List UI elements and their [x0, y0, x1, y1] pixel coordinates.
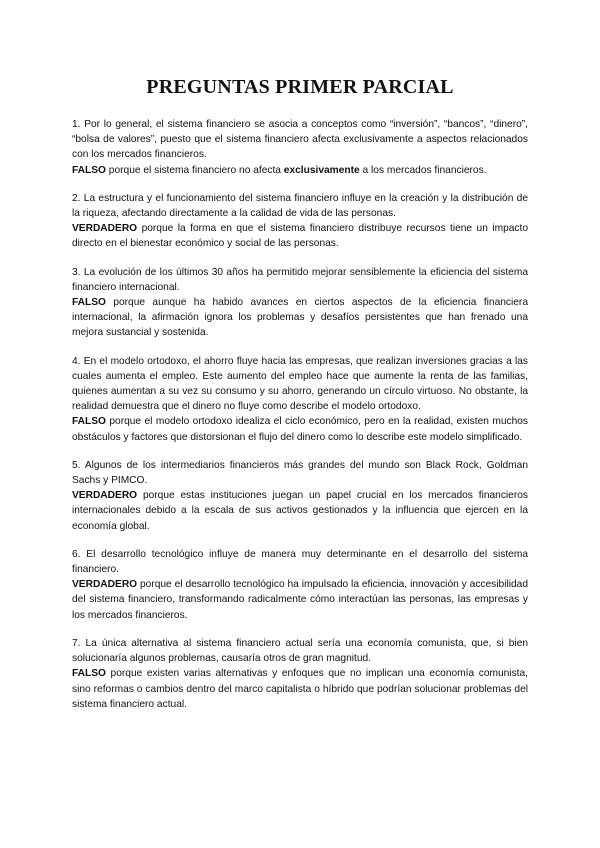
question-text: 1. Por lo general, el sistema financiero se asocia a conceptos como “inversión”, “bancos”, “dinero”, “bolsa de valores”, puesto que el sistema financiero afecta exclusivamente a aspectos relacionados con los mercados financieros. — [72, 119, 528, 161]
question-text: 4. En el modelo ortodoxo, el ahorro fluye hacia las empresas, que realizan inversiones gracias a las cuales aumenta el empleo. Este aumento del empleo hace que aumente la renta de las familias, quienes aumentan a su vez su consumo y su ahorro, generando un círculo virtuoso. No obstante, la realidad demuestra que el dinero no fluye como describe el modelo ortodoxo. — [72, 355, 528, 413]
verdict-label: VERDADERO — [72, 579, 138, 591]
answer-text — [72, 163, 528, 178]
question-item-3 — [72, 265, 528, 341]
answer-text — [72, 295, 528, 341]
verdict-label: FALSO — [72, 164, 106, 176]
question-item-2 — [72, 191, 528, 252]
answer-text — [72, 577, 528, 623]
question-text: 3. La evolución de los últimos 30 años ha permitido mejorar sensiblemente la eficiencia del sistema financiero internacional. — [72, 266, 528, 293]
verdict-label: FALSO — [72, 668, 106, 680]
answer-text — [72, 221, 528, 251]
answer-explanation: porque el modelo ortodoxo idealiza el ciclo económico, pero en la realidad, existen muchos obstáculos y factores que distorsionan el flujo del dinero como lo describe este modelo simplificado. — [72, 416, 528, 443]
answer-explanation-end: a los mercados financieros. — [359, 164, 487, 176]
page-title: PREGUNTAS PRIMER PARCIAL — [146, 76, 454, 98]
verdict-label: FALSO — [72, 297, 106, 309]
question-item-1 — [72, 117, 528, 178]
answer-explanation: porque el desarrollo tecnológico ha impulsado la eficiencia, innovación y accesibilidad del sistema financiero, transformando radicalmente cómo interactúan las personas, las empresas y los mercados financieros. — [72, 579, 528, 621]
answer-explanation: porque aunque ha habido avances en ciertos aspectos de la eficiencia financiera internacional, la afirmación ignora los problemas y desafíos persistentes que han frenado una mejora sustancial y sostenida. — [72, 297, 528, 339]
question-item-4 — [72, 354, 528, 445]
answer-explanation: porque el sistema financiero no afecta — [105, 164, 284, 176]
question-item-5 — [72, 458, 528, 534]
answer-explanation: porque la forma en que el sistema financiero distribuye recursos tiene un impacto directo en el bienestar económico y social de las personas. — [72, 223, 528, 250]
verdict-label: VERDADERO — [72, 223, 138, 235]
answer-text — [72, 666, 528, 712]
question-text: 5. Algunos de los intermediarios financieros más grandes del mundo son Black Rock, Goldman Sachs y PIMCO. — [72, 459, 528, 487]
answer-explanation: porque existen varias alternativas y enfoques que no implican una economía comunista, sino reformas o cambios dentro del marco capitalista o híbrido que podrían solucionar problemas del sistema financiero actual. — [72, 668, 528, 710]
verdict-label: VERDADERO — [72, 490, 138, 502]
question-item-7 — [72, 636, 528, 712]
answer-text — [72, 414, 528, 444]
question-text: 2. La estructura y el funcionamiento del sistema financiero influye en la creación y la distribución de la riqueza, afectando directamente a la calidad de vida de las personas. — [72, 192, 528, 220]
question-text: 6. El desarrollo tecnológico influye de manera muy determinante en el desarrollo del sistema financiero. — [72, 548, 528, 576]
question-item-6 — [72, 547, 528, 623]
answer-text — [72, 488, 528, 534]
question-text: 7. La única alternativa al sistema financiero actual sería una economía comunista, que, si bien solucionaría algunos problemas, causaría otros de gran magnitud. — [72, 637, 528, 665]
answer-emphasis: exclusivamente — [283, 164, 360, 176]
document-page — [72, 76, 528, 725]
verdict-label: FALSO — [72, 416, 106, 428]
answer-explanation: porque estas instituciones juegan un papel crucial en los mercados financieros internacionales debido a la escala de sus activos gestionados y la influencia que ejercen en la economía global. — [72, 490, 528, 532]
